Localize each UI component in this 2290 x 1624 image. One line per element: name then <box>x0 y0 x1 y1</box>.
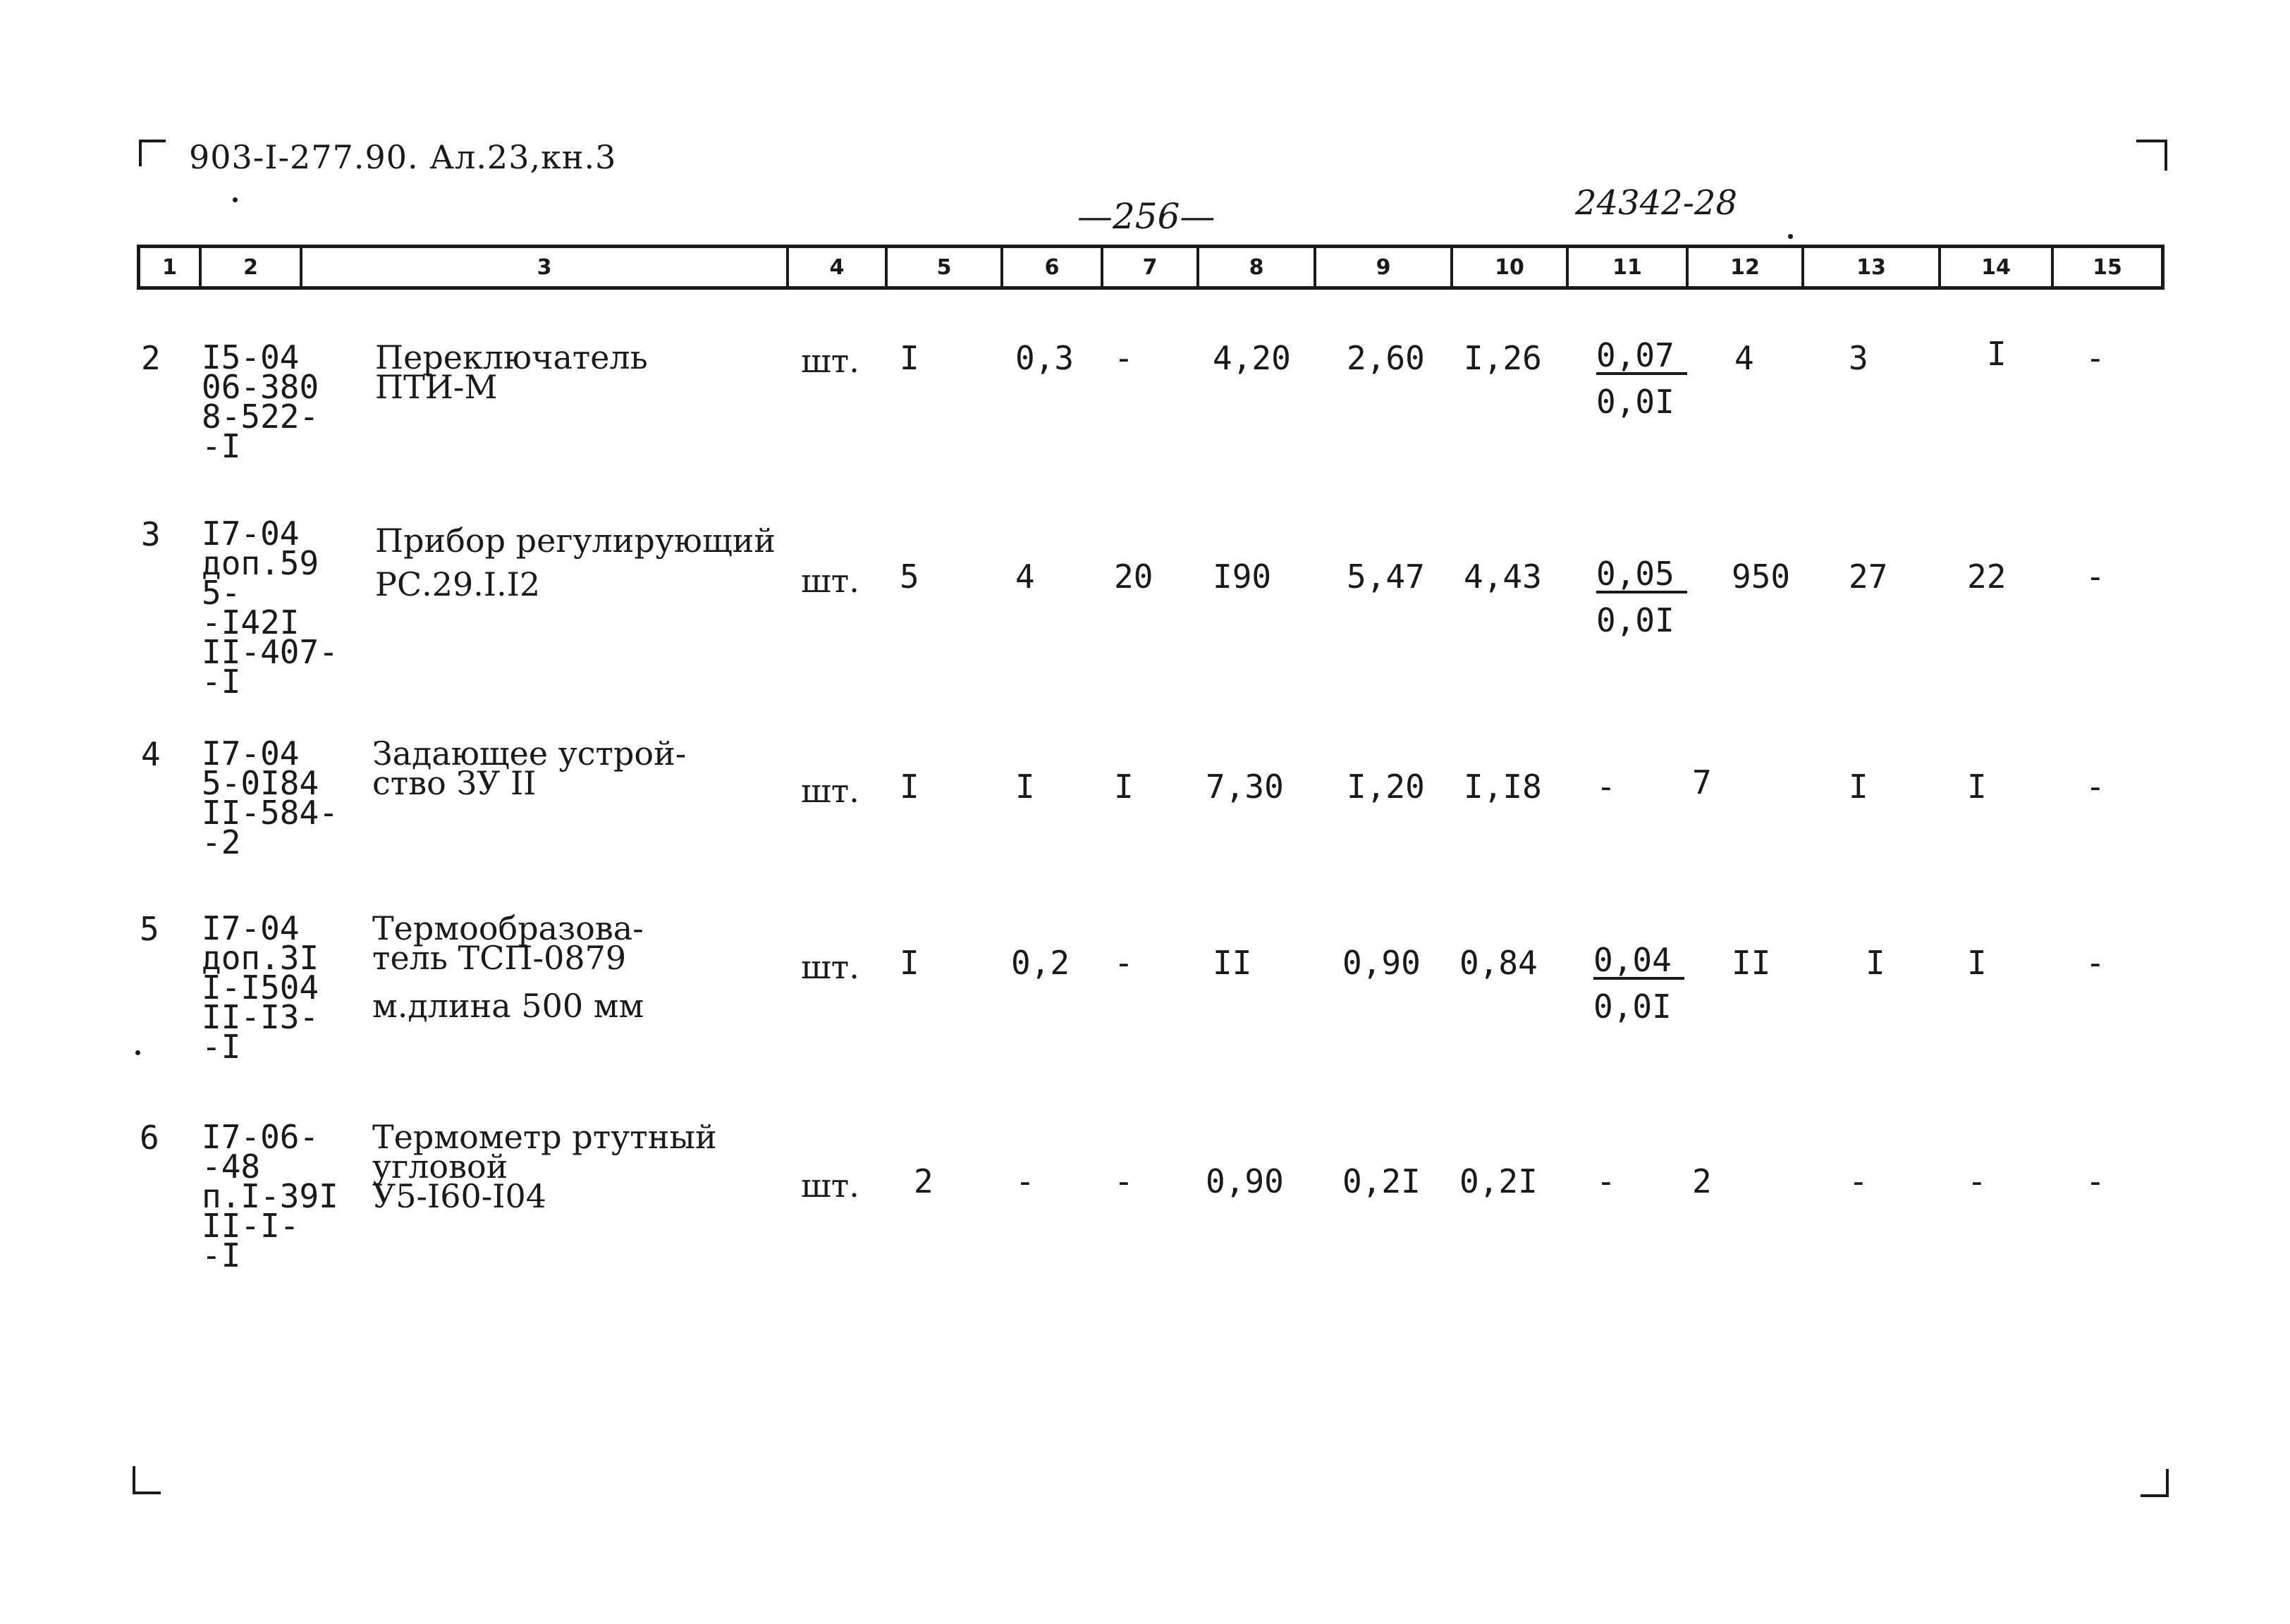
cell-col14: I <box>1967 768 1987 806</box>
cell-col6: 4 <box>1015 558 1035 596</box>
cell-col6: 0,2 <box>1011 944 1070 982</box>
item-code: I5-04 06-380 8-522- -I <box>202 338 319 465</box>
column-header: 2 <box>202 248 302 286</box>
column-header: 11 <box>1569 248 1689 286</box>
column-header: 7 <box>1103 248 1199 286</box>
unit: шт. <box>801 772 859 810</box>
cell-col9: I,20 <box>1347 768 1425 806</box>
cell-col14: - <box>1967 1162 1987 1200</box>
unit: шт. <box>801 1167 859 1205</box>
cell-col15: - <box>2086 768 2105 806</box>
corner-mark-bottom-left <box>133 1466 161 1494</box>
cell-col9: 2,60 <box>1347 339 1425 377</box>
item-code: I7-04 доп.59 5- -I42I II-407- -I <box>202 515 338 701</box>
cell-col7: - <box>1114 944 1134 982</box>
fraction-denominator: 0,0I <box>1596 601 1674 639</box>
cell-col15: - <box>2086 1162 2105 1200</box>
row-number: 6 <box>140 1119 159 1157</box>
cell-col7: - <box>1114 1162 1134 1200</box>
cell-col13: 3 <box>1849 339 1868 377</box>
corner-mark-top-left <box>139 140 166 166</box>
cell-col6: I <box>1015 768 1035 806</box>
unit: шт. <box>801 342 859 380</box>
item-name: Задающее устрой- ство ЗУ II <box>372 734 687 802</box>
column-header: 3 <box>302 248 789 286</box>
cell-col15: - <box>2086 558 2105 596</box>
cell-col10: I,26 <box>1464 339 1542 377</box>
document-code: 903-I-277.90. Ал.23,кн.3 <box>189 138 617 176</box>
column-header: 13 <box>1804 248 1941 286</box>
column-header: 5 <box>888 248 1003 286</box>
column-header: 12 <box>1689 248 1804 286</box>
scan-speck <box>1788 234 1793 239</box>
cell-col12: II <box>1732 944 1771 982</box>
cell-col9: 0,90 <box>1342 944 1421 982</box>
fraction-denominator: 0,0I <box>1596 383 1674 421</box>
cell-col6: - <box>1015 1162 1035 1200</box>
item-name: Переключатель ПТИ-М <box>375 338 648 406</box>
cell-col8: 0,90 <box>1206 1162 1284 1200</box>
cell-col7: 20 <box>1114 558 1153 596</box>
cell-col14: I <box>1987 335 2007 373</box>
cell-col6: 0,3 <box>1015 339 1074 377</box>
column-header-row <box>137 245 2165 290</box>
corner-mark-top-right <box>2136 140 2167 171</box>
cell-col12: 7 <box>1692 763 1712 801</box>
cell-col10: I,I8 <box>1464 768 1542 806</box>
cell-col11: - <box>1596 768 1616 806</box>
cell-col5: 5 <box>900 558 919 596</box>
cell-col8: 4,20 <box>1213 339 1291 377</box>
cell-col8: I90 <box>1213 558 1272 596</box>
row-number: 2 <box>141 339 161 377</box>
scan-speck <box>233 197 238 202</box>
column-header: 8 <box>1199 248 1316 286</box>
cell-col11-fraction <box>1596 557 1687 637</box>
cell-col10: 0,2I <box>1459 1162 1538 1200</box>
cell-col13: I <box>1849 768 1868 806</box>
unit: шт. <box>801 948 859 986</box>
cell-col5: 2 <box>914 1162 933 1200</box>
item-code: I7-06- -48 п.I-39I II-I- -I <box>202 1118 338 1274</box>
cell-col15: - <box>2086 339 2105 377</box>
corner-mark-bottom-right <box>2141 1469 2169 1497</box>
page-number: —256— <box>1077 196 1216 237</box>
row-number: 5 <box>140 910 159 948</box>
cell-col5: I <box>900 944 919 982</box>
cell-col5: I <box>900 768 919 806</box>
cell-col7: - <box>1114 339 1134 377</box>
cell-col13: 27 <box>1849 558 1888 596</box>
cell-col8: 7,30 <box>1206 768 1284 806</box>
item-name: Термометр ртутный угловой У5-I60-I04 <box>372 1118 717 1215</box>
cell-col12: 2 <box>1692 1162 1712 1200</box>
cell-col10: 4,43 <box>1464 558 1542 596</box>
sheet-code: 24342-28 <box>1575 183 1737 223</box>
unit: шт. <box>801 562 859 600</box>
cell-col14: 22 <box>1967 558 2007 596</box>
item-name: Термообразова- тель ТСП-0879 м.длина 500 мм <box>372 909 644 1025</box>
column-header: 10 <box>1453 248 1569 286</box>
item-code: I7-04 5-0I84 II-584- -2 <box>202 734 338 861</box>
column-header: 15 <box>2093 254 2122 280</box>
cell-col12: 950 <box>1732 558 1791 596</box>
column-header: 4 <box>789 248 888 286</box>
cell-col14: I <box>1967 944 1987 982</box>
cell-col11-fraction <box>1593 941 1684 1026</box>
cell-col15: - <box>2086 944 2105 982</box>
cell-col13: - <box>1849 1162 1868 1200</box>
cell-col5: I <box>900 339 919 377</box>
fraction-denominator: 0,0I <box>1593 988 1672 1026</box>
fraction-numerator: 0,04 <box>1593 943 1684 980</box>
cell-col13: I <box>1866 944 1885 982</box>
cell-col9: 5,47 <box>1347 558 1425 596</box>
column-header: 14 <box>1941 248 2054 286</box>
column-header: 1 <box>140 248 202 286</box>
column-header: 6 <box>1003 248 1103 286</box>
cell-col8: II <box>1213 944 1252 982</box>
cell-col11: - <box>1596 1162 1616 1200</box>
row-number: 3 <box>141 515 161 553</box>
fraction-numerator: 0,07 <box>1596 338 1687 375</box>
row-number: 4 <box>141 735 161 773</box>
column-header: 9 <box>1316 248 1453 286</box>
cell-col10: 0,84 <box>1459 944 1538 982</box>
cell-col11-fraction <box>1596 338 1687 419</box>
scan-speck <box>135 1050 140 1055</box>
cell-col7: I <box>1114 768 1134 806</box>
cell-col9: 0,2I <box>1342 1162 1421 1200</box>
fraction-numerator: 0,05 <box>1596 557 1687 593</box>
cell-col12: 4 <box>1734 339 1754 377</box>
item-name: Прибор регулирующий РС.29.I.I2 <box>375 522 776 603</box>
item-code: I7-04 доп.3I I-I504 II-I3- -I <box>202 909 319 1066</box>
